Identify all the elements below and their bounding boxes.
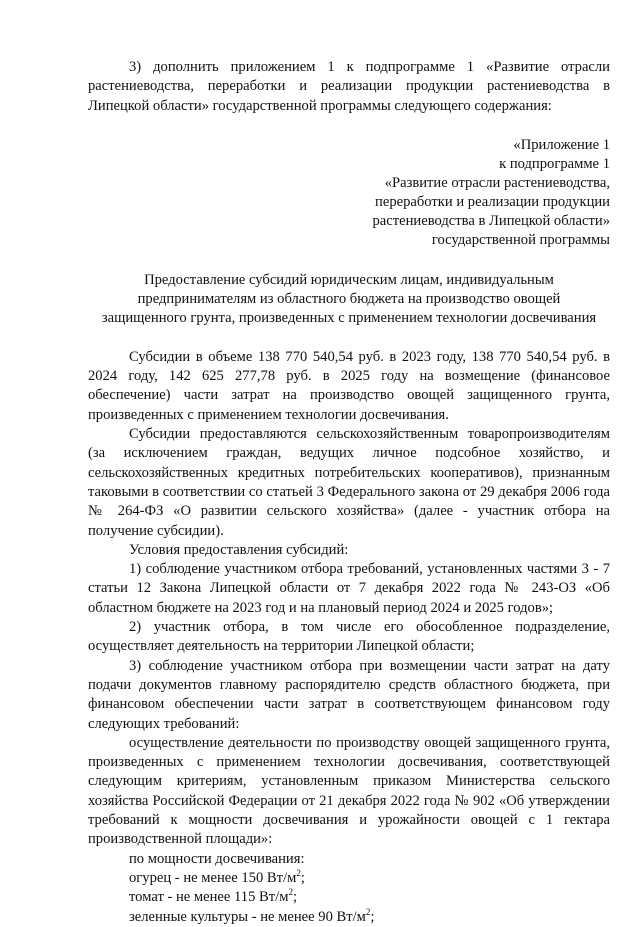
paragraph-conditions-heading: Условия предоставления субсидий:: [129, 541, 349, 558]
criteria-end: ;: [370, 908, 375, 925]
criteria-unit-exponent: 2: [365, 906, 371, 917]
criteria-end: ;: [300, 869, 305, 886]
condition-2: 2) участник отбора, в том числе его обособленное подразделение, осуществляет деятельность на территории Липецкой области;: [88, 619, 610, 655]
appendix-line: к подпрограмме 1: [499, 155, 610, 172]
criteria-heading: по мощности досвечивания:: [129, 850, 305, 867]
document-page: [88, 58, 610, 927]
paragraph-subsidy-volume: Субсидии в объеме 138 770 540,54 руб. в 2023 году, 138 770 540,54 руб. в 2024 году, 142 625 277,78 руб. в 2025 году на возмещение (финансовое обеспечение) части затрат на производство овощей защищенного грунта, произведенных с применением технологии досвечивания.: [88, 348, 610, 423]
intro-paragraph: 3) дополнить приложением 1 к подпрограмме 1 «Развитие отрасли растениеводства, переработки и реализации продукции растениеводства в Липецкой области» государственной программы следующего содержания:: [88, 59, 610, 114]
spacer: [88, 328, 610, 348]
criteria-item-cucumber: [88, 869, 610, 888]
criteria-unit-exponent: 2: [296, 867, 301, 878]
title-line: защищенного грунта, произведенных с применением технологии досвечивания: [101, 309, 597, 326]
criteria-text: томат - не менее 115 Вт/м: [129, 889, 289, 906]
criteria-unit-exponent: 2: [288, 887, 293, 898]
title-line: предпринимателям из областного бюджета на производство овощей: [137, 290, 561, 307]
condition-1: 1) соблюдение участником отбора требований, установленных частями 3 - 7 статьи 12 Закона Липецкой области от 7 декабря 2022 года № 243-ОЗ «Об областном бюджете на 2023 год и на плановый период 2024 и 2025 годов»;: [88, 561, 610, 616]
criteria-text: огурец - не менее 150 Вт/м: [129, 869, 297, 886]
appendix-line: государственной программы: [431, 231, 610, 248]
paragraph-recipients: Субсидии предоставляются сельскохозяйственным товаропроизводителям (за исключением граждан, ведущих личное подсобное хозяйство, и сельскохозяйственных кредитных потребительских кооперативов), признанным таковыми в соответствии со статьей 3 Федерального закона от 29 декабря 2006 года № 264-ФЗ «О развитии сельского хозяйства» (далее - участник отбора на получение субсидии).: [88, 426, 610, 539]
criteria-item-greens: [88, 908, 610, 927]
criteria-end: ;: [292, 889, 297, 906]
appendix-block: [88, 136, 610, 250]
appendix-line: «Развитие отрасли растениеводства,: [384, 174, 610, 191]
condition-3: 3) соблюдение участником отбора при возмещении части затрат на дату подачи документов главному распорядителю средств областного бюджета, при финансовом обеспечении части затрат в соответствующем финансовом году следующих требований:: [88, 657, 610, 732]
criteria-text: зеленные культуры - не менее 90 Вт/м: [129, 908, 366, 925]
appendix-line: переработки и реализации продукции: [375, 193, 610, 210]
appendix-line: растениеводства в Липецкой области»: [372, 212, 610, 229]
section-title: [88, 271, 610, 328]
title-line: Предоставление субсидий юридическим лицам, индивидуальным: [144, 271, 554, 288]
paragraph-activity-criteria: осуществление деятельности по производству овощей защищенного грунта, произведенных с применением технологии досвечивания, соответствующей следующим критериям, установленным приказом Министерства сельского хозяйства Российской Федерации от 21 декабря 2022 года № 902 «Об утверждении требований к мощности досвечивания и урожайности овощей с 1 гектара производственной площади»:: [88, 734, 610, 848]
appendix-line: «Приложение 1: [513, 136, 610, 153]
